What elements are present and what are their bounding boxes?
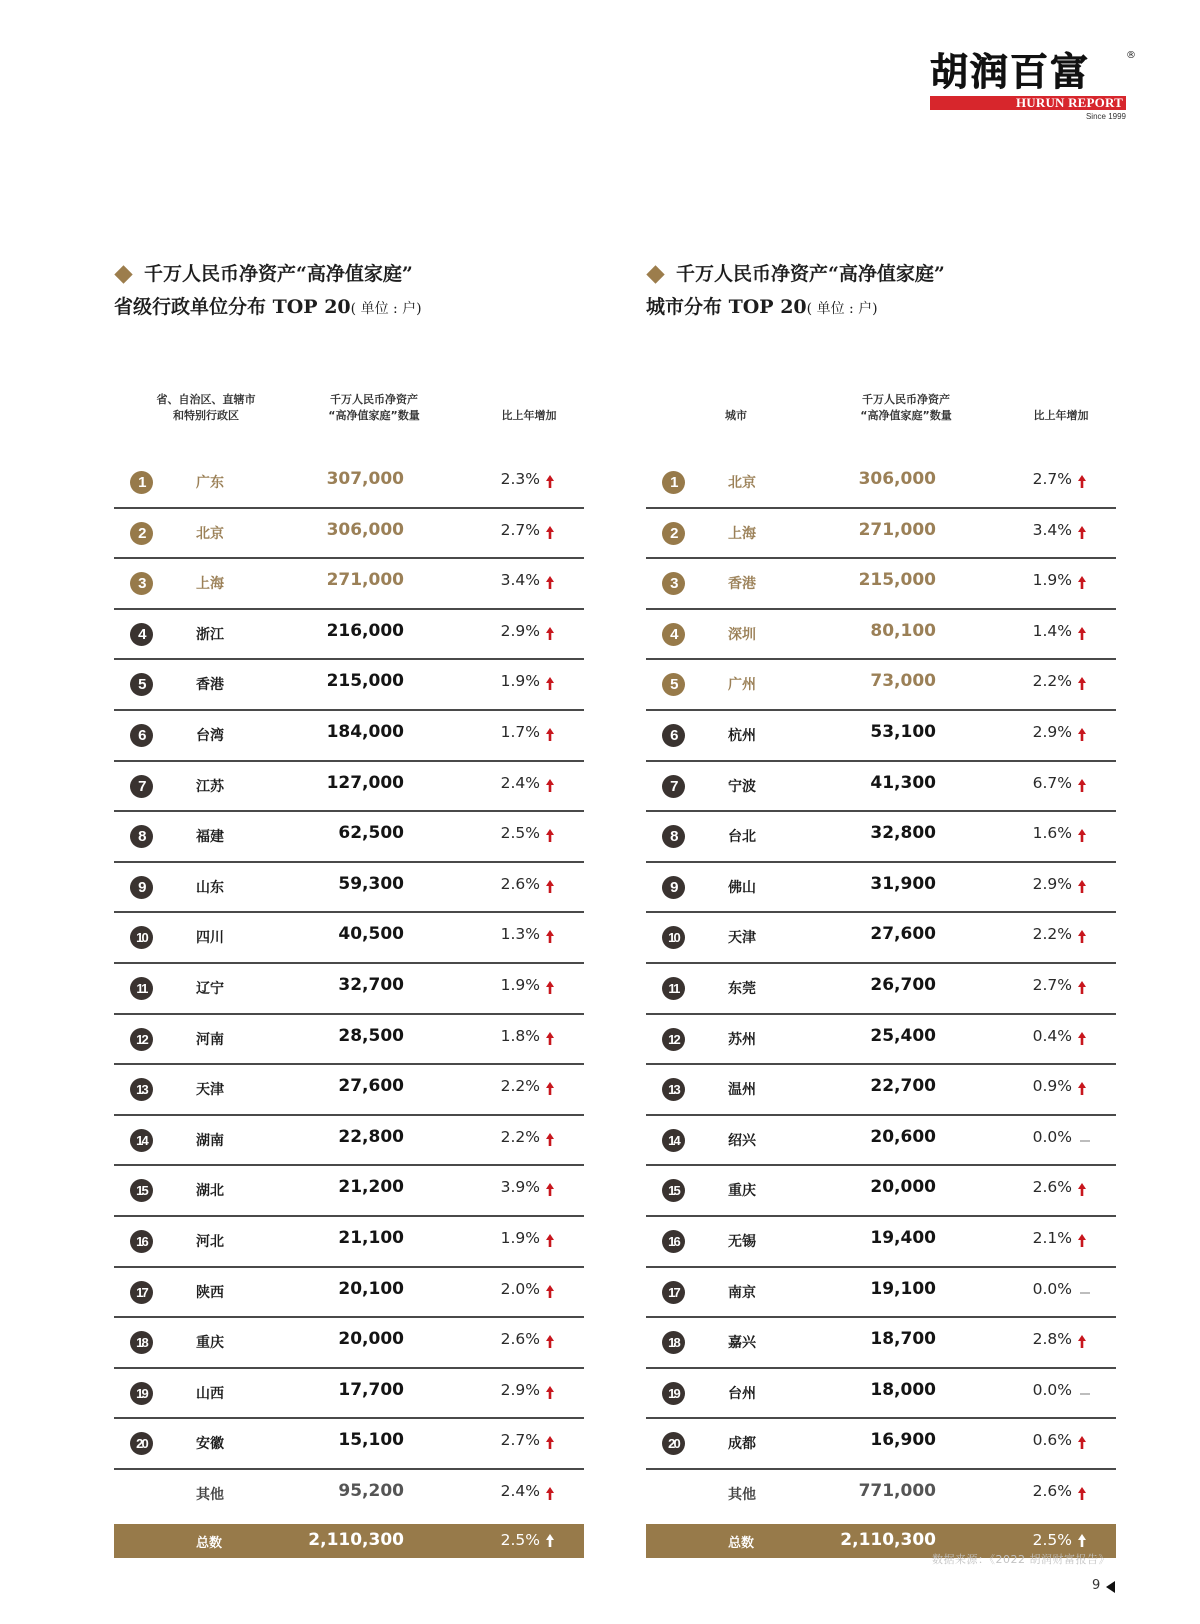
up-arrow-icon: [545, 825, 557, 847]
household-count: 21,100: [338, 1227, 404, 1248]
yoy-change: 2.3%: [500, 470, 540, 488]
table-row: [114, 1217, 584, 1268]
table-row: [646, 1419, 1116, 1470]
household-count: 19,100: [870, 1278, 936, 1299]
up-arrow-icon: [545, 1483, 557, 1505]
up-arrow-icon: [545, 572, 557, 594]
region-name: 香港: [728, 576, 756, 593]
household-count: 215,000: [326, 671, 404, 692]
up-arrow-icon: [1077, 977, 1089, 999]
household-count: 28,500: [338, 1025, 404, 1046]
rank-badge: 13: [130, 1078, 153, 1101]
unit-label: ( 单位 : 户): [806, 301, 878, 317]
household-count: 25,400: [870, 1025, 936, 1046]
region-name: 重庆: [196, 1335, 224, 1352]
region-name: 南京: [728, 1284, 756, 1301]
table-row: [114, 1065, 584, 1116]
rank-badge: 1: [130, 471, 153, 494]
up-arrow-icon: [545, 724, 557, 746]
rank-badge: 19: [130, 1382, 153, 1405]
up-arrow-icon: [545, 471, 557, 493]
yoy-change: 0.4%: [1032, 1026, 1072, 1045]
other-row: [114, 1470, 584, 1521]
table-row: [114, 812, 584, 863]
data-source-note: 数据来源：《2022 胡润财富报告》: [932, 1553, 1110, 1566]
yoy-change: 2.9%: [1032, 874, 1072, 893]
rank-badge: 8: [130, 825, 153, 848]
rank-badge: 11: [662, 977, 685, 1000]
region-name: 成都: [728, 1436, 756, 1453]
table-row: [646, 913, 1116, 964]
title-line2: 省级行政单位分布 TOP 20: [114, 296, 351, 318]
region-name: 天津: [728, 930, 756, 947]
household-count: 95,200: [338, 1480, 404, 1501]
rank-badge: 11: [130, 977, 153, 1000]
ranking-rows: [646, 458, 1116, 1558]
table-row: [646, 1217, 1116, 1268]
up-arrow-icon: [1077, 673, 1089, 695]
up-arrow-icon: [545, 673, 557, 695]
table-row: [114, 711, 584, 762]
region-name: 东莞: [728, 980, 756, 997]
rank-badge: 3: [130, 572, 153, 595]
household-count: 18,700: [870, 1329, 936, 1350]
table-row: [646, 660, 1116, 711]
up-arrow-icon: [545, 1078, 557, 1100]
region-name: 江苏: [196, 778, 224, 795]
table-row: [114, 1166, 584, 1217]
yoy-change: 2.7%: [1032, 975, 1072, 994]
household-count: 2,110,300: [840, 1530, 936, 1551]
yoy-change: 2.2%: [500, 1127, 540, 1146]
rank-badge: 7: [130, 775, 153, 798]
table-row: [646, 458, 1116, 509]
up-arrow-icon: [1077, 724, 1089, 746]
region-name: 温州: [728, 1082, 756, 1099]
yoy-change: 3.4%: [500, 571, 540, 590]
up-arrow-icon: [545, 977, 557, 999]
logo-chinese-text: 胡润百富: [930, 50, 1091, 94]
region-name: 河南: [196, 1031, 224, 1048]
yoy-change: 3.9%: [500, 1178, 540, 1197]
table-row: [114, 964, 584, 1015]
yoy-change: 1.9%: [1032, 571, 1072, 590]
rank-badge: 6: [130, 724, 153, 747]
region-name: 山东: [196, 879, 224, 896]
ranking-rows: [114, 458, 584, 1558]
yoy-change: 2.2%: [1032, 925, 1072, 944]
header-line: 省、自治区、直辖市: [156, 393, 256, 406]
household-count: 306,000: [326, 519, 404, 540]
region-name: 杭州: [728, 727, 756, 744]
yoy-change: 6.7%: [1032, 773, 1072, 792]
household-count: 59,300: [338, 873, 404, 894]
yoy-change: 2.7%: [1032, 470, 1072, 488]
table-row: [114, 1116, 584, 1167]
yoy-change: 1.9%: [500, 672, 540, 691]
unit-label: ( 单位 : 户): [350, 301, 422, 317]
region-name: 湖南: [196, 1132, 224, 1149]
household-count: 20,000: [338, 1329, 404, 1350]
column-header-change: 比上年增加: [501, 409, 557, 422]
hurun-logo: [930, 50, 1136, 121]
yoy-change: 2.1%: [1032, 1228, 1072, 1247]
rank-badge: 7: [662, 775, 685, 798]
region-name: 总数: [728, 1536, 755, 1552]
rank-badge: 9: [130, 876, 153, 899]
table-header: [646, 390, 1116, 444]
yoy-change: 2.8%: [1032, 1330, 1072, 1349]
household-count: 73,000: [870, 671, 936, 692]
header-line: 城市: [725, 409, 747, 422]
yoy-change: 2.5%: [1032, 1531, 1072, 1550]
region-name: 上海: [728, 525, 756, 542]
up-arrow-icon: [1077, 1530, 1089, 1552]
up-arrow-icon: [545, 1382, 557, 1404]
rank-badge: 16: [662, 1230, 685, 1253]
household-count: 19,400: [870, 1227, 936, 1248]
household-count: 32,800: [870, 823, 936, 844]
household-count: 271,000: [326, 570, 404, 591]
yoy-change: 2.5%: [500, 824, 540, 843]
up-arrow-icon: [545, 623, 557, 645]
household-count: 20,600: [870, 1126, 936, 1147]
table-row: [646, 559, 1116, 610]
yoy-change: 2.6%: [1032, 1481, 1072, 1500]
rank-badge: 15: [662, 1179, 685, 1202]
household-count: 2,110,300: [308, 1530, 404, 1551]
up-arrow-icon: [1077, 1331, 1089, 1353]
region-name: 总数: [196, 1536, 223, 1552]
header-line: 和特别行政区: [173, 409, 239, 422]
yoy-change: 1.8%: [500, 1026, 540, 1045]
table-row: [646, 762, 1116, 813]
registered-mark: ®: [1126, 50, 1136, 61]
household-count: 31,900: [870, 873, 936, 894]
header-line: “高净值家庭”数量: [860, 409, 952, 422]
yoy-change: 0.0%: [1032, 1380, 1072, 1399]
region-name: 深圳: [728, 626, 756, 643]
rank-badge: 12: [130, 1028, 153, 1051]
yoy-change: 2.0%: [500, 1279, 540, 1298]
rank-badge: 19: [662, 1382, 685, 1405]
up-arrow-icon: [1077, 825, 1089, 847]
up-arrow-icon: [1077, 471, 1089, 493]
column-header-count: [294, 392, 454, 424]
household-count: 53,100: [870, 721, 936, 742]
yoy-change: 2.5%: [500, 1531, 540, 1550]
region-name: 浙江: [196, 626, 224, 643]
table-row: [114, 1419, 584, 1470]
yoy-change: 3.4%: [1032, 520, 1072, 539]
household-count: 771,000: [858, 1480, 936, 1501]
yoy-change: 1.3%: [500, 925, 540, 944]
region-name: 苏州: [728, 1031, 756, 1048]
rank-badge: 14: [130, 1129, 153, 1152]
household-count: 22,800: [338, 1126, 404, 1147]
region-name: 其他: [196, 1486, 224, 1503]
household-count: 18,000: [870, 1379, 936, 1400]
household-count: 20,100: [338, 1278, 404, 1299]
household-count: 62,500: [338, 823, 404, 844]
rank-badge: 5: [130, 673, 153, 696]
up-arrow-icon: [545, 1281, 557, 1303]
yoy-change: 1.7%: [500, 722, 540, 741]
household-count: 306,000: [858, 469, 936, 489]
page-triangle-icon: [1106, 1581, 1115, 1593]
title-line1: 千万人民币净资产“高净值家庭”: [676, 263, 945, 285]
region-name: 宁波: [728, 778, 756, 795]
region-name: 香港: [196, 677, 224, 694]
up-arrow-icon: [1077, 572, 1089, 594]
yoy-change: 2.6%: [500, 1330, 540, 1349]
page-number: 9: [1092, 1578, 1101, 1593]
up-arrow-icon: [1077, 876, 1089, 898]
rank-badge: 20: [662, 1432, 685, 1455]
table-row: [646, 1015, 1116, 1066]
household-count: 15,100: [338, 1430, 404, 1451]
household-count: 80,100: [870, 620, 936, 641]
table-row: [114, 1268, 584, 1319]
table-row: [646, 863, 1116, 914]
up-arrow-icon: [545, 876, 557, 898]
region-name: 嘉兴: [728, 1335, 756, 1352]
rank-badge: 14: [662, 1129, 685, 1152]
rank-badge: 10: [130, 926, 153, 949]
table-row: [114, 559, 584, 610]
up-arrow-icon: [545, 1230, 557, 1252]
rank-badge: 4: [130, 623, 153, 646]
table-row: [646, 509, 1116, 560]
yoy-change: 2.2%: [1032, 672, 1072, 691]
yoy-change: 0.9%: [1032, 1077, 1072, 1096]
rank-badge: 18: [662, 1331, 685, 1354]
table-row: [646, 1369, 1116, 1420]
rank-badge: 17: [130, 1281, 153, 1304]
table-row: [114, 913, 584, 964]
household-count: 41,300: [870, 772, 936, 793]
rank-badge: 3: [662, 572, 685, 595]
up-arrow-icon: [1077, 926, 1089, 948]
table-row: [646, 1116, 1116, 1167]
up-arrow-icon: [545, 522, 557, 544]
flat-dash-icon: [1080, 1292, 1090, 1294]
logo-english-text: HURUN REPORT: [1015, 95, 1123, 110]
logo-since-text: Since 1999: [1085, 112, 1126, 121]
table-row: [646, 1268, 1116, 1319]
yoy-change: 2.4%: [500, 1481, 540, 1500]
household-count: 21,200: [338, 1177, 404, 1198]
logo-red-bar: [930, 96, 1126, 110]
rank-badge: 1: [662, 471, 685, 494]
table-row: [646, 1318, 1116, 1369]
rank-badge: 16: [130, 1230, 153, 1253]
household-count: 22,700: [870, 1076, 936, 1097]
region-name: 四川: [196, 930, 224, 947]
flat-dash-icon: [1080, 1140, 1090, 1142]
table-row: [114, 1015, 584, 1066]
up-arrow-icon: [545, 775, 557, 797]
up-arrow-icon: [1077, 1078, 1089, 1100]
household-count: 216,000: [326, 620, 404, 641]
table-row: [114, 1369, 584, 1420]
up-arrow-icon: [1077, 1483, 1089, 1505]
household-count: 127,000: [326, 772, 404, 793]
household-count: 20,000: [870, 1177, 936, 1198]
table-row: [646, 812, 1116, 863]
table-row: [114, 458, 584, 509]
household-count: 16,900: [870, 1430, 936, 1451]
title-line1: 千万人民币净资产“高净值家庭”: [144, 263, 413, 285]
region-name: 重庆: [728, 1183, 756, 1200]
diamond-bullet-icon: [114, 265, 132, 283]
up-arrow-icon: [545, 1331, 557, 1353]
diamond-bullet-icon: [646, 265, 664, 283]
rank-badge: 4: [662, 623, 685, 646]
yoy-change: 2.6%: [500, 874, 540, 893]
rank-badge: 20: [130, 1432, 153, 1455]
rank-badge: 6: [662, 724, 685, 747]
up-arrow-icon: [545, 1432, 557, 1454]
rank-badge: 10: [662, 926, 685, 949]
up-arrow-icon: [1077, 1230, 1089, 1252]
flat-dash-icon: [1080, 1393, 1090, 1395]
table-row: [646, 1166, 1116, 1217]
yoy-change: 2.4%: [500, 773, 540, 792]
region-name: 上海: [196, 576, 224, 593]
table-row: [114, 762, 584, 813]
region-name: 天津: [196, 1082, 224, 1099]
up-arrow-icon: [545, 1530, 557, 1552]
region-name: 台湾: [196, 727, 224, 744]
yoy-change: 1.9%: [500, 1228, 540, 1247]
region-name: 台州: [728, 1385, 756, 1402]
region-name: 广州: [728, 677, 756, 694]
up-arrow-icon: [1077, 1179, 1089, 1201]
region-name: 辽宁: [196, 980, 224, 997]
table-header: [114, 390, 584, 444]
region-name: 广东: [196, 475, 224, 491]
rank-badge: 17: [662, 1281, 685, 1304]
region-name: 湖北: [196, 1183, 224, 1200]
table-row: [114, 660, 584, 711]
household-count: 17,700: [338, 1379, 404, 1400]
rank-badge: 18: [130, 1331, 153, 1354]
yoy-change: 2.2%: [500, 1077, 540, 1096]
region-name: 山西: [196, 1385, 224, 1402]
yoy-change: 2.7%: [500, 1431, 540, 1450]
household-count: 215,000: [858, 570, 936, 591]
rank-badge: 13: [662, 1078, 685, 1101]
column-header-count: [826, 392, 986, 424]
table-row: [646, 1065, 1116, 1116]
region-name: 福建: [196, 829, 224, 846]
region-name: 其他: [728, 1486, 756, 1503]
household-count: 40,500: [338, 924, 404, 945]
region-name: 北京: [196, 525, 224, 542]
rank-badge: 9: [662, 876, 685, 899]
up-arrow-icon: [545, 1129, 557, 1151]
rank-badge: 12: [662, 1028, 685, 1051]
column-header-region: [136, 392, 276, 424]
city-ranking-panel: [646, 258, 1116, 1558]
yoy-change: 1.6%: [1032, 824, 1072, 843]
region-name: 安徽: [196, 1436, 224, 1453]
up-arrow-icon: [1077, 1432, 1089, 1454]
rank-badge: 15: [130, 1179, 153, 1202]
household-count: 27,600: [338, 1076, 404, 1097]
rank-badge: 2: [662, 522, 685, 545]
yoy-change: 1.4%: [1032, 621, 1072, 640]
yoy-change: 2.7%: [500, 520, 540, 539]
up-arrow-icon: [545, 1028, 557, 1050]
region-name: 佛山: [728, 879, 756, 896]
region-name: 北京: [728, 475, 756, 491]
yoy-change: 0.6%: [1032, 1431, 1072, 1450]
yoy-change: 1.9%: [500, 975, 540, 994]
up-arrow-icon: [1077, 522, 1089, 544]
header-line: “高净值家庭”数量: [328, 409, 420, 422]
household-count: 26,700: [870, 974, 936, 995]
table-row: [114, 1318, 584, 1369]
table-row: [646, 610, 1116, 661]
table-row: [114, 509, 584, 560]
up-arrow-icon: [545, 1179, 557, 1201]
panel-title: [646, 258, 1116, 326]
region-name: 无锡: [728, 1233, 756, 1250]
other-row: [646, 1470, 1116, 1521]
region-name: 陕西: [196, 1284, 224, 1301]
household-count: 307,000: [326, 469, 404, 489]
column-header-change: 比上年增加: [1033, 409, 1089, 422]
panel-title: [114, 258, 584, 326]
yoy-change: 2.9%: [500, 1380, 540, 1399]
household-count: 27,600: [870, 924, 936, 945]
rank-badge: 5: [662, 673, 685, 696]
column-header-region: [686, 408, 786, 424]
header-line: 千万人民币净资产: [330, 393, 418, 406]
up-arrow-icon: [1077, 1028, 1089, 1050]
household-count: 271,000: [858, 519, 936, 540]
region-name: 台北: [728, 829, 756, 846]
region-name: 河北: [196, 1233, 224, 1250]
yoy-change: 2.9%: [500, 621, 540, 640]
total-row: [114, 1524, 584, 1558]
header-line: 千万人民币净资产: [862, 393, 950, 406]
rank-badge: 8: [662, 825, 685, 848]
table-row: [114, 863, 584, 914]
yoy-change: 0.0%: [1032, 1279, 1072, 1298]
title-line2: 城市分布 TOP 20: [646, 296, 807, 318]
up-arrow-icon: [1077, 775, 1089, 797]
table-row: [114, 610, 584, 661]
household-count: 32,700: [338, 974, 404, 995]
rank-badge: 2: [130, 522, 153, 545]
household-count: 184,000: [326, 721, 404, 742]
yoy-change: 0.0%: [1032, 1127, 1072, 1146]
region-name: 绍兴: [728, 1132, 756, 1149]
up-arrow-icon: [1077, 623, 1089, 645]
yoy-change: 2.6%: [1032, 1178, 1072, 1197]
yoy-change: 2.9%: [1032, 722, 1072, 741]
province-ranking-panel: [114, 258, 584, 1558]
table-row: [646, 711, 1116, 762]
table-row: [646, 964, 1116, 1015]
up-arrow-icon: [545, 926, 557, 948]
